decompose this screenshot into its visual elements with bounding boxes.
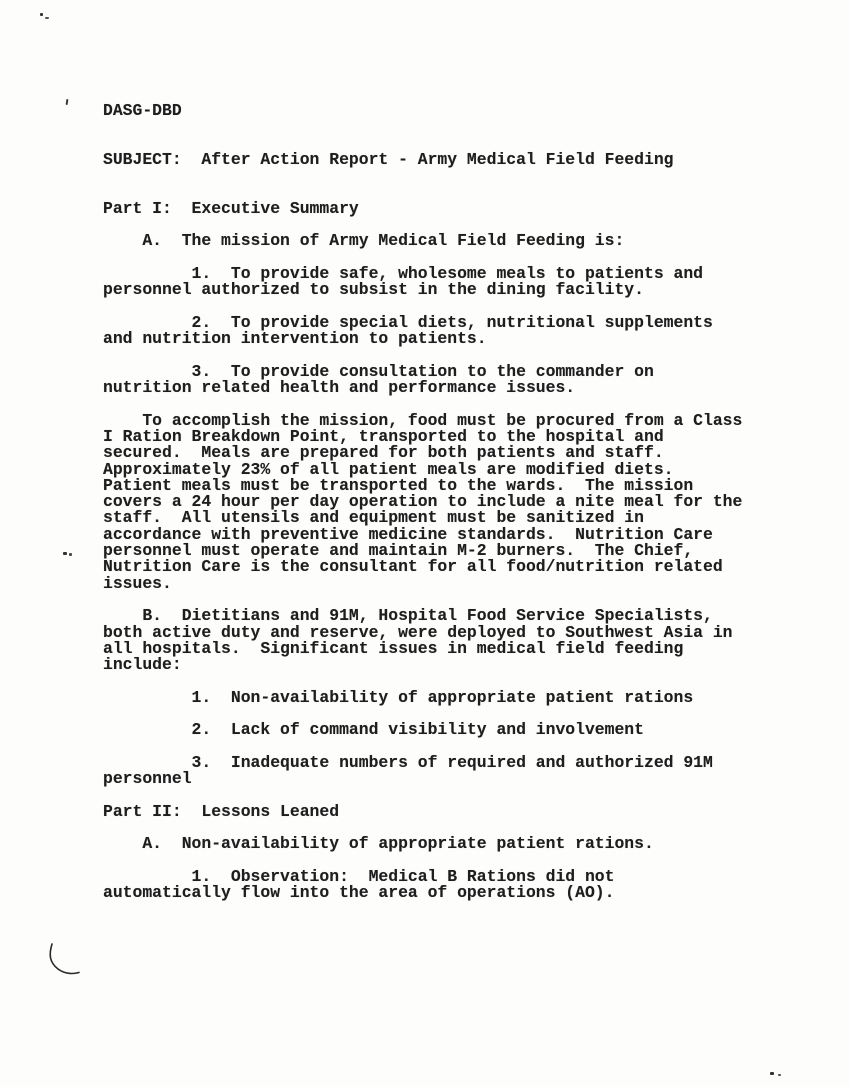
document-line: 2. To provide special diets, nutritional supplements [103,312,713,332]
document-line: DASG-DBD [103,101,182,120]
document-line: personnel authorized to subsist in the dining facility. [103,280,644,300]
document-line: personnel [103,769,192,789]
document-line: Part I: Executive Summary [103,198,359,218]
document-line: include: [103,655,182,675]
document-line: secured. Meals are prepared for both patients and staff. [103,443,664,463]
document-line: B. Dietitians and 91M, Hospital Food Service Specialists, [103,606,713,626]
document-line: nutrition related health and performance issues. [103,378,576,398]
document-line: staff. All utensils and equipment must be sanitized in [103,508,644,528]
scan-dot-bottom-right-2 [778,1074,781,1076]
document-line: covers a 24 hour per day operation to include a nite meal for the [103,492,743,512]
pen-stroke-mark [45,938,87,982]
document-line: 2. Lack of command visibility and involvement [103,720,644,740]
document-line [103,168,742,184]
document-line: SUBJECT: After Action Report - Army Medical Field Feeding [103,149,674,169]
document-line: all hospitals. Significant issues in medical field feeding [103,638,684,658]
document-line: I Ration Breakdown Point, transported to the hospital and [103,426,664,446]
document-line: 1. Observation: Medical B Rations did not [103,866,615,886]
document-line: Patient meals must be transported to the wards. The mission [103,475,694,495]
document-line: Approximately 23% of all patient meals are modified diets. [103,459,674,479]
document-line: 1. To provide safe, wholesome meals to patients and [103,263,703,283]
scan-dot-left-margin [63,552,67,555]
document-line: Part II: Lessons Leaned [103,801,340,821]
document-line: Nutrition Care is the consultant for all food/nutrition related [103,557,723,577]
document-line: To accomplish the mission, food must be procured from a Class [103,410,743,430]
document-body [103,103,742,902]
document-line [103,119,742,135]
document-line: both active duty and reserve, were deployed to Southwest Asia in [103,622,733,642]
document-line: A. Non-availability of appropriate patient rations. [103,834,654,854]
scan-speck-top-left-2 [45,17,49,19]
document-line: A. The mission of Army Medical Field Feeding is: [103,231,625,251]
scan-tick-mark [66,99,69,105]
document-line: automatically flow into the area of operations (AO). [103,883,615,903]
document-line: personnel must operate and maintain M-2 burners. The Chief, [103,541,694,561]
scan-speck-top-left [40,13,43,16]
scan-dot-bottom-right [770,1072,774,1075]
document-line: 3. Inadequate numbers of required and authorized 91M [103,752,713,772]
document-line: issues. [103,573,172,593]
document-line: accordance with preventive medicine standards. Nutrition Care [103,524,713,544]
document-line: and nutrition intervention to patients. [103,329,487,349]
document-line: 1. Non-availability of appropriate patient rations [103,687,694,707]
scan-dot-left-margin-2 [69,553,72,556]
document-line: 3. To provide consultation to the commander on [103,361,654,381]
